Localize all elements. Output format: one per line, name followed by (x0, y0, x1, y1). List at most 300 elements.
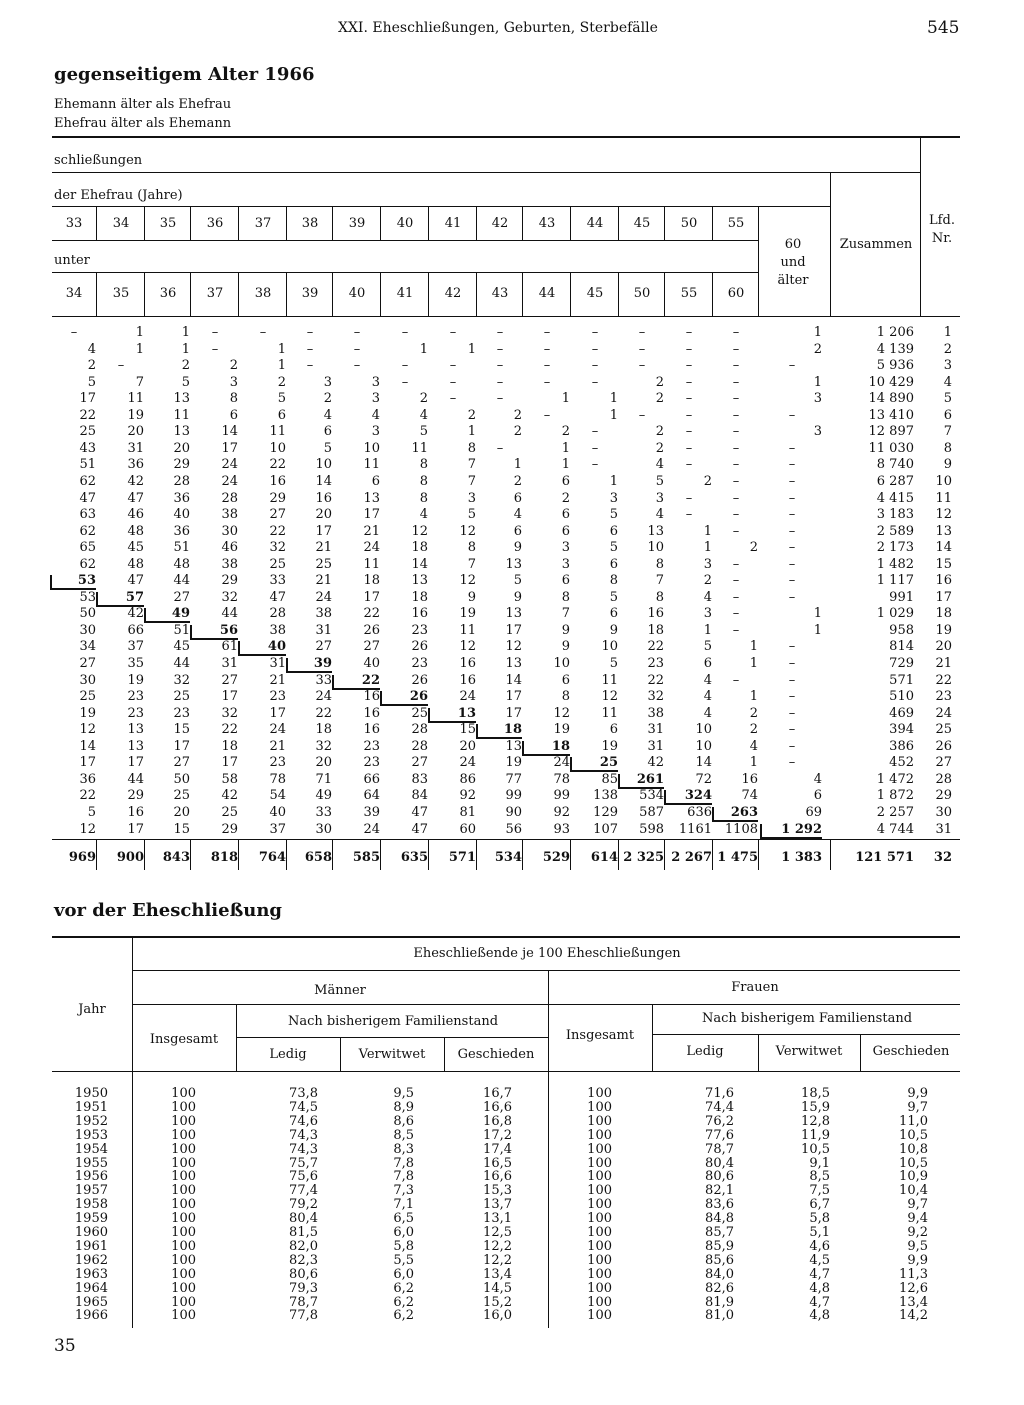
table1-cell: 1 (703, 540, 712, 556)
table1-cell: 78 (553, 771, 570, 787)
table1-cell: 991 (889, 589, 914, 605)
table1-cell: 2 257 (876, 804, 914, 820)
table2-cell: 73,8 (289, 1086, 318, 1101)
table2-cell: 13,7 (483, 1197, 512, 1213)
table1-cell: 12 (79, 722, 96, 738)
table1-cell: 13 (505, 656, 522, 671)
table1-cell: 93 (553, 821, 570, 837)
table2-cell: 79,3 (289, 1280, 318, 1296)
table1-cell: – (788, 722, 796, 738)
table1-cell: 814 (889, 639, 914, 655)
table2-rule-w (652, 1034, 960, 1035)
table2-cell: 12,6 (899, 1280, 928, 1296)
table2-vline-m3 (444, 1038, 445, 1071)
table1-cell: 22 (647, 639, 664, 655)
table1-cell: 78 (269, 771, 286, 787)
table2-cell: 100 (171, 1225, 196, 1240)
table2-cell: 77,6 (705, 1127, 734, 1143)
table1-cell: 31 (315, 622, 332, 638)
table1-cell: 4 (813, 771, 822, 787)
table2-cell: 9,7 (907, 1197, 928, 1213)
table1-cell: – (496, 325, 504, 340)
table1-cell: 1 292 (762, 822, 822, 839)
table2-cell: 75,6 (289, 1169, 318, 1185)
table1-title: gegenseitigem Alter 1966 (54, 64, 315, 85)
table1-cell: – (638, 358, 646, 374)
table1-cell: 27 (79, 656, 96, 671)
table1-cell: 13 (505, 738, 522, 754)
table2-cell: 84,8 (705, 1211, 734, 1227)
table1-cell: 5 (323, 440, 332, 456)
table2-cell: 100 (587, 1280, 612, 1296)
table2-year-cell: 1955 (74, 1155, 108, 1171)
table1-cell: 4 (749, 738, 758, 754)
table2-cell: 13,1 (483, 1211, 512, 1227)
table1-cell: 129 (593, 804, 618, 820)
table1-cell: 11 (363, 457, 380, 473)
table1-cell: 18 (315, 722, 332, 738)
age-to-header: 38 (254, 286, 272, 301)
table1-cell: 17 (505, 689, 522, 705)
table1-cell: 21 (269, 672, 286, 688)
table1-cell: 18 (524, 739, 570, 756)
table1-cell: 10 (269, 440, 286, 456)
table1-cell: 1 (609, 473, 618, 489)
table1-cell: – (543, 341, 551, 357)
table1-cell: 12 (459, 573, 476, 589)
table1-cell: 38 (647, 705, 664, 721)
table1-cell: 30 (221, 523, 238, 539)
sixty-label (760, 236, 826, 290)
table2-cell: 6,2 (393, 1280, 414, 1296)
table2-cell: 100 (171, 1141, 196, 1157)
men-status-label: Nach bisherigem Familienstand (287, 1014, 499, 1029)
table2-cell: 100 (171, 1169, 196, 1185)
table1-cell: – (353, 325, 361, 340)
table1-cell: 2 (749, 540, 758, 556)
table1-cell: – (306, 358, 314, 374)
table2-cell: 8,3 (393, 1141, 414, 1157)
table1-cell: 15 (173, 722, 190, 738)
table1-cell: 17 (173, 738, 190, 754)
table2-vline-w2 (758, 1035, 759, 1071)
table1-cell: 3 183 (876, 507, 914, 523)
table2-cell: 6,7 (809, 1197, 830, 1213)
table1-cell: 1 (813, 374, 822, 390)
table2-year-cell: 1954 (74, 1141, 108, 1157)
age-to-header: 41 (396, 286, 414, 301)
t1-vline-tot-13 (664, 840, 665, 870)
table1-total-cell: 534 (494, 850, 522, 865)
table2-cell: 77,4 (289, 1183, 318, 1199)
table1-cell: – (638, 407, 646, 423)
table1-cell: 37 (269, 821, 286, 837)
table1-cell: 26 (411, 672, 428, 688)
t1-vline-mid-5 (286, 273, 287, 316)
table1-cell: 9 (609, 622, 618, 638)
table2-cell: 10,9 (899, 1169, 928, 1185)
running-header: XXI. Eheschließungen, Geburten, Sterbefälle (338, 20, 658, 36)
table2-cell: 80,4 (289, 1211, 318, 1227)
table2-cell: 82,3 (289, 1252, 318, 1268)
table1-cell: 16 (935, 573, 952, 589)
table1-cell: 2 (749, 705, 758, 721)
table1-cell: 6 (277, 407, 286, 423)
table1-cell: – (788, 358, 796, 374)
table2-cell: 79,2 (289, 1197, 318, 1213)
table1-cell: 8 (655, 589, 664, 605)
table1-cell: 28 (411, 738, 428, 754)
table1-cell: 24 (935, 705, 952, 721)
table2-cell: 4,8 (809, 1308, 830, 1324)
table1-cell: – (788, 540, 796, 556)
table1-cell: 21 (935, 656, 952, 671)
table1-cell: – (788, 573, 796, 589)
table2-cell: 7,8 (393, 1155, 414, 1171)
table2-year-cell: 1959 (74, 1211, 108, 1227)
table1-cell: 17 (935, 589, 952, 605)
table1-cell: 17 (315, 523, 332, 539)
table1-cell: – (638, 325, 646, 340)
table1-cell: 46 (127, 507, 144, 523)
table1-cell: 38 (221, 507, 238, 523)
table2-cell: 100 (587, 1197, 612, 1213)
table1-cell: 27 (173, 755, 190, 771)
table1-cell: 16 (363, 689, 380, 705)
table1-cell: 9 (561, 639, 570, 655)
table2-cell: 5,1 (809, 1225, 830, 1240)
table1-cell: – (788, 656, 796, 671)
table1-cell: – (732, 606, 740, 622)
table1-cell: 8 (467, 440, 476, 456)
table1-cell: – (732, 672, 740, 688)
table1-cell: 3 (467, 490, 476, 506)
table1-cell: 24 (459, 689, 476, 705)
table2-cell: 100 (587, 1099, 612, 1115)
table2-vline-m2 (340, 1038, 341, 1071)
table2-cell: 80,6 (289, 1266, 318, 1282)
table1-cell: 32 (269, 540, 286, 556)
table1-cell: 2 (655, 391, 664, 407)
table1-cell: 60 (459, 821, 476, 837)
table2-cell: 9,9 (907, 1252, 928, 1268)
table1-cell: 28 (935, 771, 952, 787)
table1-cell: 15 (173, 821, 190, 837)
table1-cell: 5 (513, 573, 522, 589)
table1-cell: 8 (655, 556, 664, 572)
table1-cell: 47 (127, 490, 144, 506)
table2-cell: 100 (587, 1183, 612, 1199)
table1-cell: 13 (935, 523, 952, 539)
table1-cell: 18 (647, 622, 664, 638)
table1-cell: 25 (935, 722, 952, 738)
table2-cell: 100 (587, 1211, 612, 1227)
table1-cell: 66 (127, 622, 144, 638)
table1-cell: 587 (639, 804, 664, 820)
table1-cell: 22 (79, 788, 96, 804)
table1-cell: 2 589 (876, 523, 914, 539)
table1-cell: 1 (813, 622, 822, 638)
table2-cell: 81,9 (705, 1294, 734, 1310)
sixty-label-line3: älter (777, 273, 809, 288)
table1-cell: 3 (371, 391, 380, 407)
table1-cell: 13 (505, 606, 522, 622)
table1-total-cell: 2 267 (671, 850, 712, 865)
table2-cell: 100 (171, 1127, 196, 1143)
table1-cell: 1 206 (876, 325, 914, 340)
table1-rule-2 (52, 172, 920, 173)
table1-cell: 12 (553, 705, 570, 721)
table1-cell: – (732, 457, 740, 473)
table1-cell: 25 (269, 556, 286, 572)
table1-cell: 2 (561, 424, 570, 440)
men-insgesamt-label: Insgesamt (149, 1032, 219, 1047)
table1-cell: 36 (127, 457, 144, 473)
t1-vline-mid-2 (144, 273, 145, 316)
table1-cell: 571 (889, 672, 914, 688)
t1-vline-tot-4 (238, 840, 239, 870)
table1-cell: 4 (703, 689, 712, 705)
table1-cell: 44 (173, 656, 190, 671)
table1-cell: 39 (288, 656, 332, 673)
table1-cell: – (732, 325, 740, 340)
table1-cell: – (732, 473, 740, 489)
table2-rule-3 (132, 1004, 960, 1005)
table1-cell: 31 (127, 440, 144, 456)
table1-cell: 47 (269, 589, 286, 605)
table1-cell: – (353, 358, 361, 374)
age-to-header: 34 (65, 286, 83, 301)
age-from-header: 55 (727, 216, 745, 231)
table1-cell: 92 (553, 804, 570, 820)
table2-cell: 100 (587, 1238, 612, 1254)
table1-cell: 1 (943, 325, 952, 340)
table2-cell: 12,2 (483, 1238, 512, 1254)
women-ledig-label: Ledig (686, 1044, 724, 1059)
table1-cell: 386 (889, 738, 914, 754)
table1-cell: 1 (467, 341, 476, 357)
table1-cell: 2 (419, 391, 428, 407)
table2-vline-w1 (652, 1005, 653, 1071)
table1-cell: 3 (655, 490, 664, 506)
page-number: 545 (927, 18, 960, 38)
table1-cell: 17 (127, 821, 144, 837)
table1-cell: – (732, 374, 740, 390)
table1-cell: – (259, 325, 267, 340)
table1-cell: 19 (935, 622, 952, 638)
table1-cell: 92 (459, 788, 476, 804)
t1-vline-top-2 (144, 206, 145, 240)
age-to-header: 60 (727, 286, 745, 301)
table1-cell: 20 (173, 804, 190, 820)
table1-cell: 19 (459, 606, 476, 622)
table1-cell: 452 (889, 755, 914, 771)
table1-cell: 47 (79, 490, 96, 506)
table2-cell: 100 (171, 1280, 196, 1296)
table1-cell: 3 (813, 391, 822, 407)
table2-cell: 11,9 (801, 1127, 830, 1143)
table1-cell: 13 (127, 738, 144, 754)
table1-cell: 42 (127, 473, 144, 489)
table2-year-cell: 1953 (74, 1127, 108, 1143)
table2-cell: 100 (171, 1211, 196, 1227)
table2-cell: 8,6 (393, 1113, 414, 1129)
table1-cell: – (732, 556, 740, 572)
table1-cell: 1 (467, 424, 476, 440)
table1-cell: 48 (127, 556, 144, 572)
table2-cell: 100 (587, 1266, 612, 1282)
table1-cell: 469 (889, 705, 914, 721)
table1-cell: – (591, 374, 599, 390)
table1-cell: – (788, 407, 796, 423)
table1-cell: – (732, 589, 740, 605)
table1-cell: 23 (269, 689, 286, 705)
table2-cell: 84,0 (705, 1266, 734, 1282)
table1-cell: 9 (513, 589, 522, 605)
table2-cell: 17,2 (483, 1127, 512, 1143)
table1-cell: – (732, 622, 740, 638)
table1-cell: 8 (467, 540, 476, 556)
table1-cell: – (543, 325, 551, 340)
table1-cell: – (591, 440, 599, 456)
table1-cell: 37 (127, 639, 144, 655)
table1-cell: 21 (315, 540, 332, 556)
table1-cell: 14 (315, 473, 332, 489)
table2-cell: 17,4 (483, 1141, 512, 1157)
table1-cell: – (306, 325, 314, 340)
table1-cell: 1 (135, 325, 144, 340)
men-label: Männer (314, 983, 366, 998)
age-from-header: 38 (301, 216, 319, 231)
table1-cell: 4 (655, 457, 664, 473)
table1-cell: – (496, 358, 504, 374)
table1-cell: 22 (935, 672, 952, 688)
table1-cell: – (496, 341, 504, 357)
t1-vline-mid-10 (522, 273, 523, 316)
age-to-header: 37 (206, 286, 224, 301)
table1-cell: 5 936 (876, 358, 914, 374)
table1-total-cell: 529 (542, 850, 570, 865)
table1-cell: 56 (505, 821, 522, 837)
table1-cell: 20 (315, 755, 332, 771)
table1-cell: 25 (315, 556, 332, 572)
table2-cell: 7,3 (393, 1183, 414, 1199)
table1-cell: 36 (173, 523, 190, 539)
table2-cell: 100 (587, 1294, 612, 1310)
table2-cell: 80,4 (705, 1155, 734, 1171)
table1-cell: 5 (87, 374, 96, 390)
table1-cell: 51 (173, 540, 190, 556)
table1-cell: 13 (505, 556, 522, 572)
table1-cell: 11 030 (868, 440, 914, 456)
table2-cell: 85,7 (705, 1225, 734, 1240)
table1-cell: 11 (411, 440, 428, 456)
table1-cell: 14 (411, 556, 428, 572)
table1-cell: 84 (411, 788, 428, 804)
table2-cell: 14,5 (483, 1280, 512, 1296)
table1-cell: 17 (505, 622, 522, 638)
table2-cell: 100 (587, 1308, 612, 1324)
t1-vline-mid-9 (476, 273, 477, 316)
table1-cell: 1 (561, 391, 570, 407)
t1-vline-tot-7 (380, 840, 381, 870)
table1-cell: – (732, 424, 740, 440)
table1-total-cell: 1 475 (717, 850, 758, 865)
table2-cell: 74,5 (289, 1099, 318, 1115)
men-verwitwet-label: Verwitwet (358, 1047, 426, 1062)
table1-cell: 16 (459, 672, 476, 688)
table2-cell: 82,0 (289, 1238, 318, 1254)
table1-cell: 13 (127, 722, 144, 738)
table1-cell: 47 (127, 573, 144, 589)
table1-cell: 20 (127, 424, 144, 440)
sixty-label-line2: und (780, 255, 806, 270)
women-insgesamt-label: Insgesamt (565, 1028, 635, 1043)
table1-cell: 17 (79, 755, 96, 771)
table2-title: vor der Eheschließung (54, 900, 283, 921)
table1-cell: 12 (459, 523, 476, 539)
table2-year-cell: 1960 (74, 1225, 108, 1240)
table1-cell: 20 (173, 440, 190, 456)
t1-vline-top-5 (286, 206, 287, 240)
table2-top-header: Eheschließende je 100 Eheschließungen (413, 946, 681, 961)
table2-cell: 100 (587, 1169, 612, 1185)
t1-vline-mid-6 (332, 273, 333, 316)
table2-cell: 4,7 (809, 1294, 830, 1310)
table2-cell: 85,9 (705, 1238, 734, 1254)
table1-cell: 30 (315, 821, 332, 837)
table1-cell: 27 (315, 639, 332, 655)
table2-cell: 74,4 (705, 1099, 734, 1115)
table2-cell: 100 (587, 1141, 612, 1157)
table1-cell: 7 (135, 374, 144, 390)
table1-cell: 5 (655, 473, 664, 489)
table2-cell: 8,5 (809, 1169, 830, 1185)
table1-cell: 1 (181, 341, 190, 357)
table1-cell: – (211, 341, 219, 357)
table1-cell: – (732, 573, 740, 589)
table1-cell: – (788, 490, 796, 506)
t1-vline-tot-2 (144, 840, 145, 870)
t1-vline-mid-4 (238, 273, 239, 316)
women-geschieden-label: Geschieden (872, 1044, 950, 1059)
table1-cell: 31 (647, 722, 664, 738)
table1-cell: 13 410 (868, 407, 914, 423)
table1-cell: 5 (703, 639, 712, 655)
table1-cell: 2 (943, 341, 952, 357)
table1-total-cell: 635 (400, 850, 428, 865)
table1-cell: 9 (561, 622, 570, 638)
table1-group-header: schließungen (54, 153, 143, 168)
table2-year-cell: 1963 (74, 1266, 108, 1282)
table2-cell: 18,5 (801, 1086, 830, 1101)
table1-cell: 14 (505, 672, 522, 688)
table1-cell: 24 (553, 755, 570, 771)
table2-cell: 77,8 (289, 1308, 318, 1324)
table2-year-cell: 1964 (74, 1280, 108, 1296)
table1-cell: 10 (935, 473, 952, 489)
table1-total-cell: 843 (162, 850, 190, 865)
table1-cell: 24 (269, 722, 286, 738)
table2-cell: 78,7 (289, 1294, 318, 1310)
table1-cell: 2 (323, 391, 332, 407)
t1-vline-tot-9 (476, 840, 477, 870)
table1-cell: 19 (601, 738, 618, 754)
age-from-header: 37 (254, 216, 272, 231)
table1-cell: 2 (229, 358, 238, 374)
table1-cell: 17 (269, 705, 286, 721)
table2-cell: 100 (171, 1252, 196, 1268)
